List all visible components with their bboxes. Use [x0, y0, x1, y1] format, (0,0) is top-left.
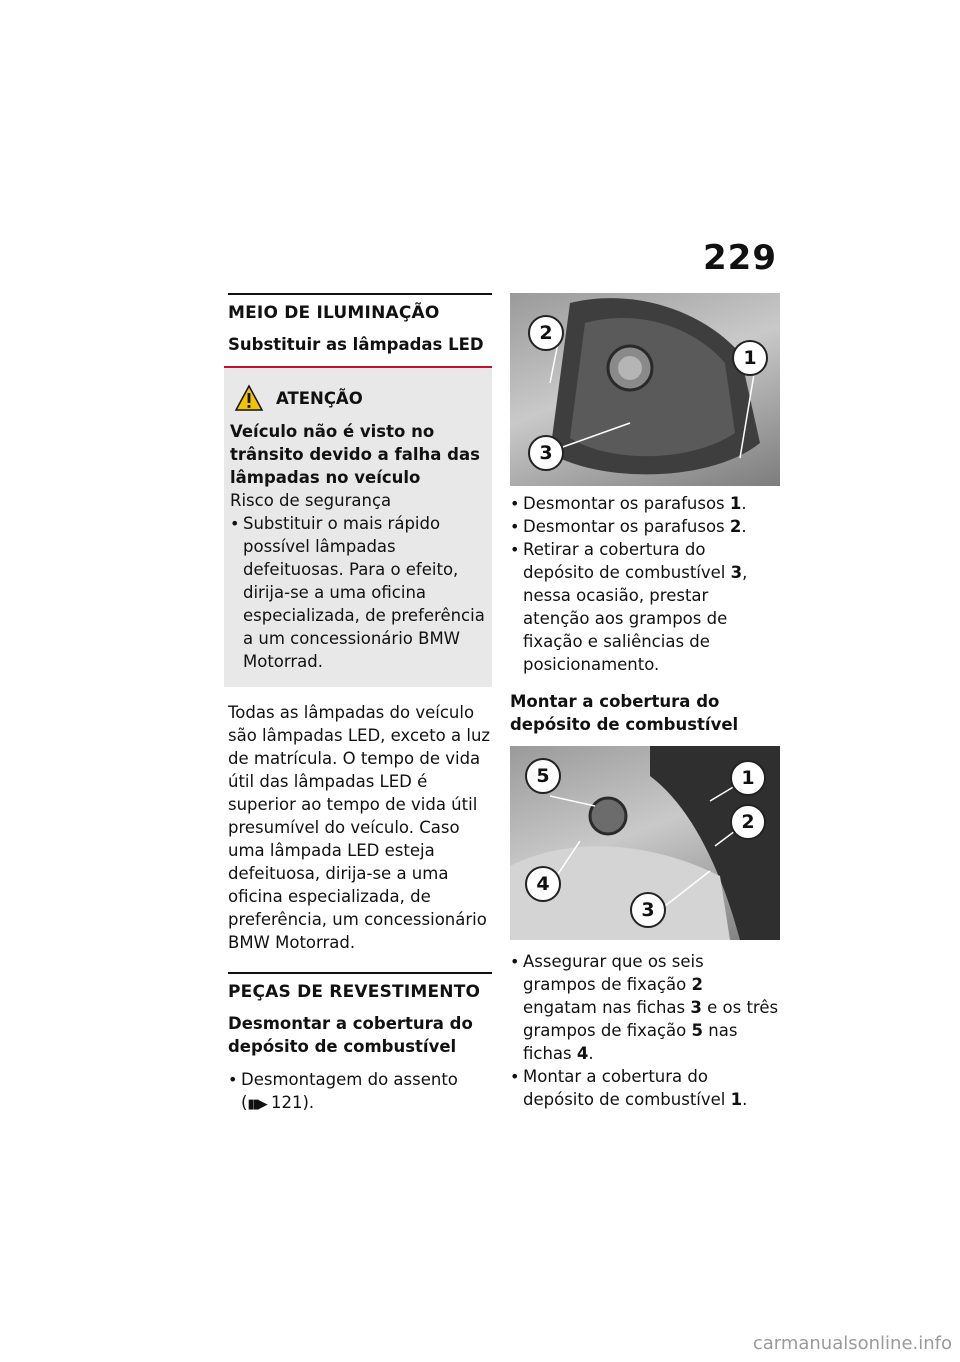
step-tail: , nessa ocasião, prestar atenção aos grampos de fixação e saliências de posicionamento.: [523, 563, 748, 674]
callout-marker: 3: [528, 435, 564, 471]
callout-marker: 3: [630, 892, 666, 928]
step-text: engatam nas fichas: [523, 998, 691, 1017]
arrow-reference-icon: ▮▮▶: [247, 1097, 266, 1112]
section-trim-parts: [228, 972, 492, 1116]
callout-marker: 5: [525, 758, 561, 794]
list-item: [510, 492, 780, 515]
page-number: 229: [703, 238, 777, 278]
step-text: Montar a cobertura do depósito de combustível: [523, 1067, 731, 1109]
warning-label: ATENÇÃO: [276, 388, 363, 408]
list-item: • Desmontagem do assento (▮▮▶ 121).: [228, 1068, 492, 1116]
remove-steps-list: [228, 1068, 492, 1116]
page-reference[interactable]: 121).: [271, 1093, 315, 1112]
item-ref: 5: [691, 1021, 703, 1040]
item-ref: 1: [730, 1090, 743, 1109]
item-ref: 2: [729, 517, 742, 536]
subsection-title-remove-tank-cover: Desmontar a cobertura do depósito de combustível: [228, 1014, 473, 1056]
list-item: [510, 515, 780, 538]
step-text: Retirar a cobertura do depósito de combustível: [523, 540, 731, 582]
step-text: Desmontar os parafusos: [523, 494, 730, 513]
install-cover-steps: [510, 950, 780, 1111]
callout-marker: 1: [732, 340, 768, 376]
led-info-paragraph: Todas as lâmpadas do veículo são lâmpadas LED, exceto a luz de matrícula. O tempo de vida útil das lâmpadas LED é superior ao tempo de vida útil presumível do veículo. Caso uma lâmpada LED esteja defeituosa, dirija-se a uma oficina especializada, de preferência, um concessionário BMW Motorrad.: [228, 703, 491, 952]
warning-action-list: [230, 512, 486, 673]
left-column: [228, 293, 492, 1116]
step-tail: .: [741, 517, 747, 536]
callout-marker: 1: [730, 760, 766, 796]
warning-header: [230, 384, 486, 412]
footer-watermark: carmanualsonline.info: [752, 1333, 952, 1354]
subsection-title-replace-led: Substituir as lâmpadas LED: [228, 335, 484, 354]
callout-marker: 2: [730, 804, 766, 840]
warning-action-item: • Substituir o mais rápido possível lâmpadas defeituosas. Para o efeito, dirija-se a uma oficina especializada, de preferência a um concessionário BMW Motorrad.: [230, 512, 486, 673]
callout-marker: 2: [528, 315, 564, 351]
tank-cover-photo-remove: [510, 293, 780, 486]
item-ref: 4: [576, 1044, 589, 1063]
step-tail: .: [741, 494, 747, 513]
section-divider: [228, 293, 492, 295]
step-text: nas fichas: [523, 1021, 738, 1063]
section-divider: [228, 972, 492, 974]
step-text: Desmontagem do assento: [241, 1070, 458, 1089]
item-ref: 1: [729, 494, 742, 513]
warning-triangle-icon: [234, 384, 264, 412]
item-ref: 3: [690, 998, 702, 1017]
item-ref: 2: [691, 975, 703, 994]
item-ref: 3: [730, 563, 743, 582]
step-text: Desmontar os parafusos: [523, 517, 730, 536]
list-item: [510, 1065, 780, 1111]
step-tail: .: [742, 1090, 748, 1109]
remove-cover-steps: [510, 492, 780, 676]
section-title-trim-parts: PEÇAS DE REVESTIMENTO: [228, 982, 481, 1002]
warning-headline: Veículo não é visto no trânsito devido a falha das lâmpadas no veículo: [230, 422, 480, 487]
step-text: Assegurar que os seis grampos de fixação: [523, 952, 704, 994]
step-tail: .: [588, 1044, 594, 1063]
list-item: [510, 538, 780, 676]
warning-box: [224, 366, 492, 687]
list-item: [510, 950, 780, 1065]
step-text: e os três grampos de fixação: [523, 998, 779, 1040]
right-column: [510, 293, 780, 1111]
section-title-lighting: MEIO DE ILUMINAÇÃO: [228, 303, 440, 323]
callout-marker: 4: [525, 866, 561, 902]
tank-cover-photo-install: [510, 746, 780, 940]
subsection-title-install-tank-cover: Montar a cobertura do depósito de combustível: [510, 692, 739, 734]
warning-risk: Risco de segurança: [230, 491, 392, 510]
